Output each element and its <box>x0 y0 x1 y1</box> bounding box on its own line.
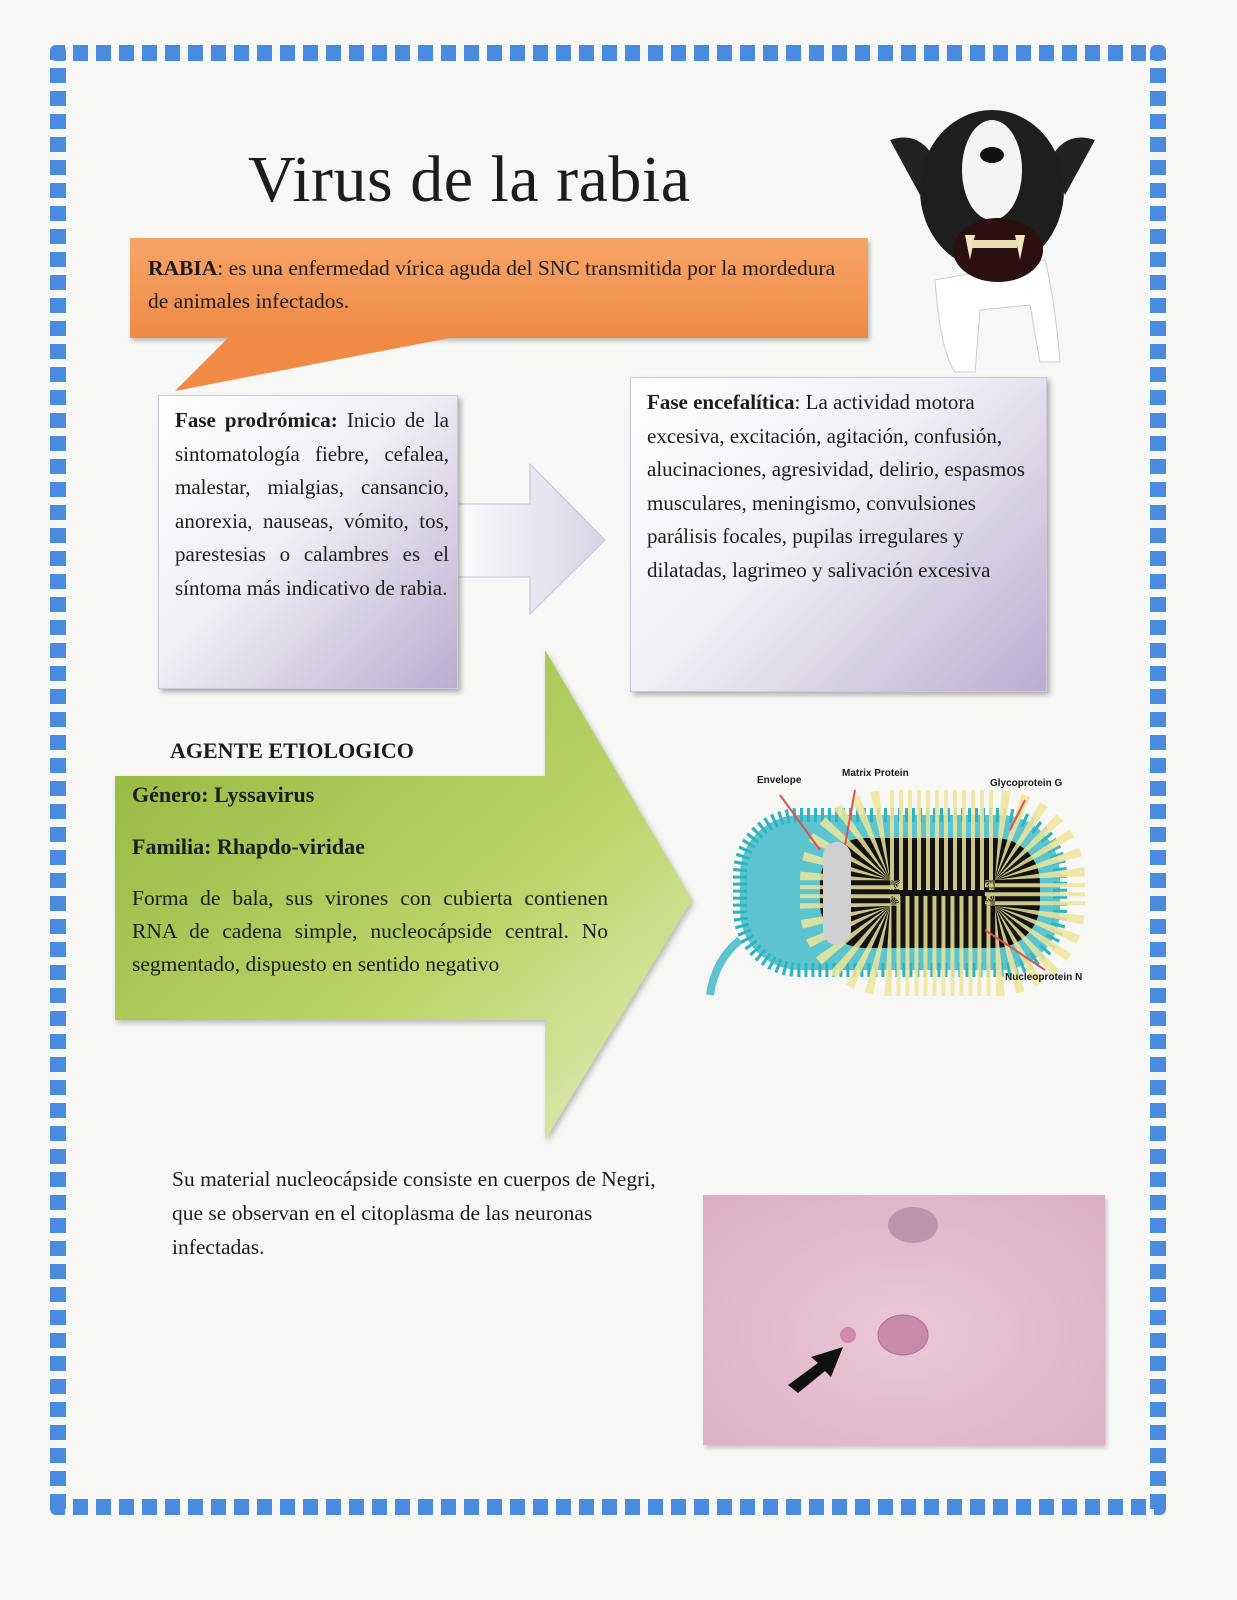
callout-tail <box>170 336 470 396</box>
micrograph-content <box>703 1195 1105 1445</box>
encephalitic-text: : La actividad motora excesiva, excitación, agitación, confusión, alucinaciones, agresividad, delirio, espasmos musculares, meningismo, convulsiones parálisis focales, pupilas irregulares y dilatadas, lagrimeo y salivación excesiva <box>647 390 1025 582</box>
agent-heading: AGENTE ETIOLOGICO <box>170 738 414 763</box>
encephalitic-phase-box <box>630 377 1047 692</box>
virus-diagram <box>705 790 1095 1000</box>
definition-text: : es una enfermedad vírica aguda del SNC transmitida por la mordedura de animales infectados. <box>148 256 836 313</box>
prodromal-term: Fase prodrómica: <box>175 408 338 432</box>
prodromal-phase-box <box>158 395 458 689</box>
label-nucleoprotein: Nucleoprotein N <box>1005 972 1083 983</box>
negri-bodies-text: Su material nucleocápside consiste en cuerpos de Negri, que se observan en el citoplasma de las neuronas infectadas. <box>172 1167 656 1259</box>
agent-details <box>132 778 608 981</box>
agent-genus: Género: Lyssavirus <box>132 782 315 807</box>
label-matrix-protein: Matrix Protein <box>842 768 909 779</box>
prodromal-text: Inicio de la sintomatología fiebre, cefalea, malestar, mialgias, cansancio, anorexia, nauseas, vómito, tos, parestesias o calambres es el síntoma más indicativo de rabia. <box>175 408 449 600</box>
phase-arrow <box>440 462 610 617</box>
agent-description: Forma de bala, sus virones con cubierta contienen RNA de cadena simple, nucleocápside central. No segmentado, dispuesto en sentido negativo <box>132 886 608 976</box>
dog-image <box>880 100 1105 380</box>
agent-family: Familia: Rhapdo-viridae <box>132 834 365 859</box>
page-title: Virus de la rabia <box>248 143 691 216</box>
negri-micrograph <box>703 1195 1105 1445</box>
definition-term: RABIA <box>148 256 218 280</box>
label-envelope: Envelope <box>757 775 802 786</box>
label-glycoprotein: Glycoprotein G <box>990 778 1063 789</box>
rabies-definition-callout <box>130 238 868 338</box>
arrow-icon <box>788 1347 843 1393</box>
encephalitic-term: Fase encefalítica <box>647 390 795 414</box>
